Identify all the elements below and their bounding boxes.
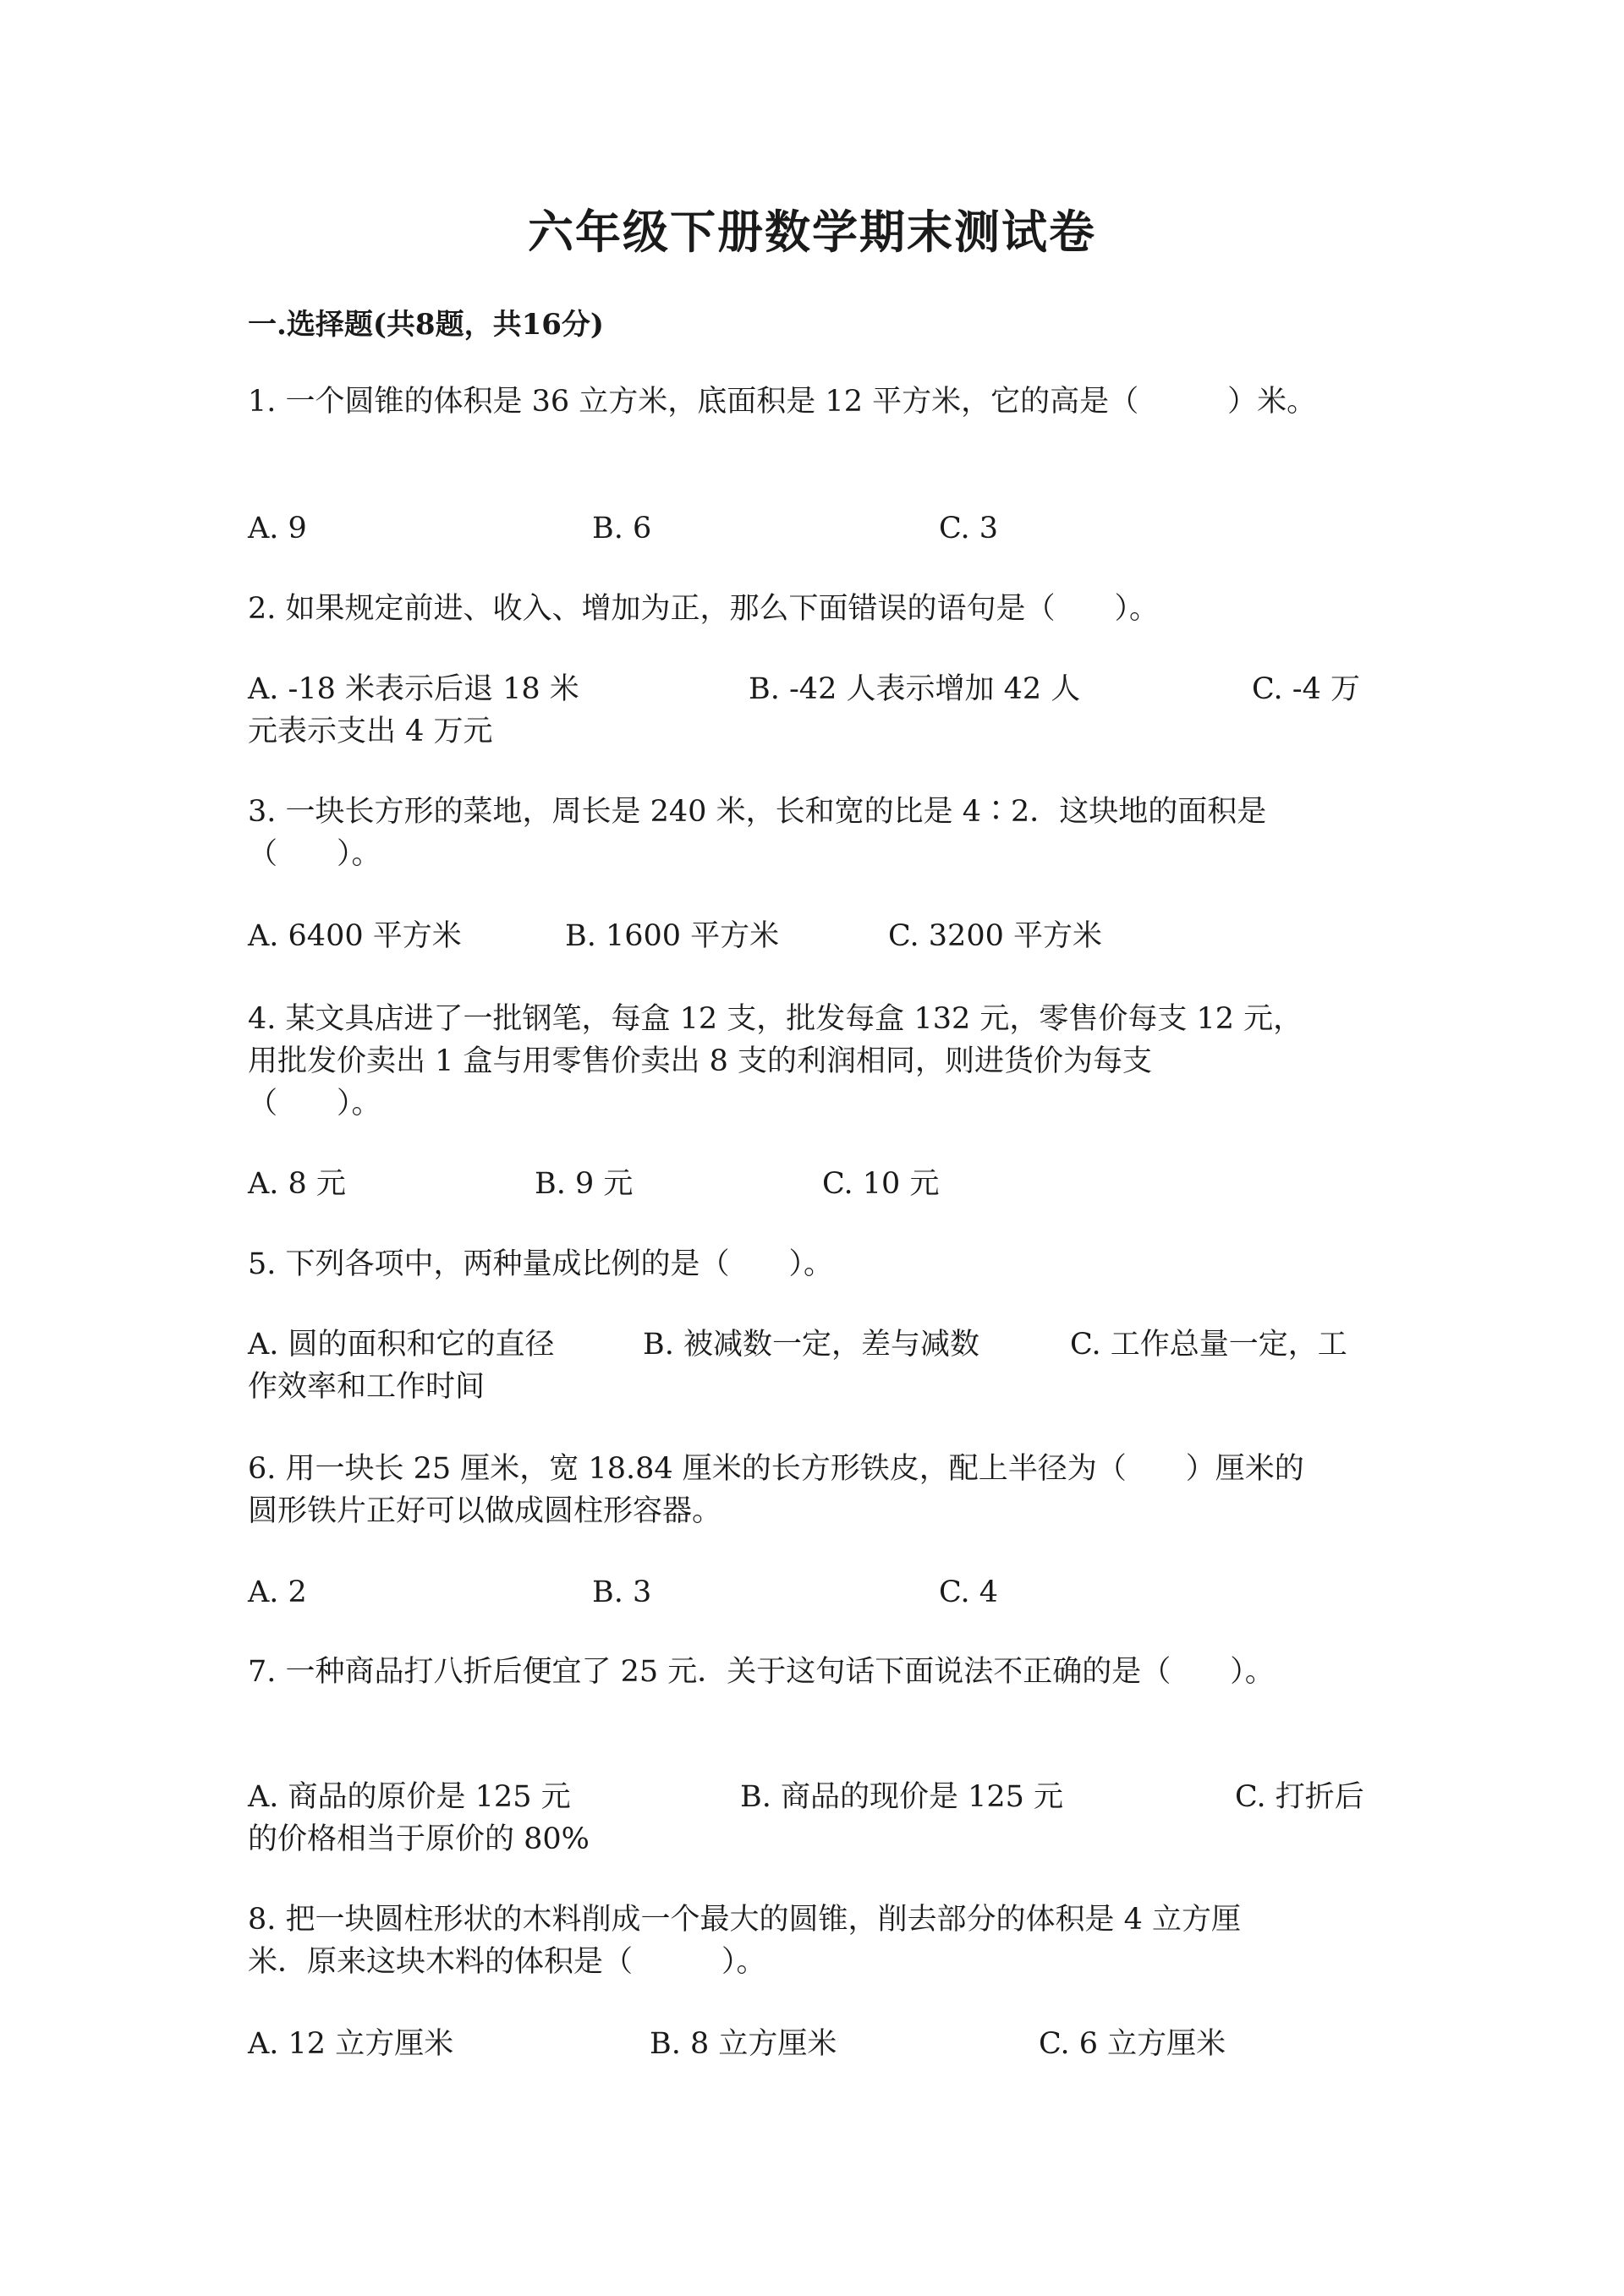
question-2-stem: 2. 如果规定前进、收入、增加为正，那么下面错误的语句是（ ）。 bbox=[248, 592, 1160, 626]
question-2-option-a: A. -18 米表示后退 18 米 bbox=[248, 672, 579, 706]
question-8-option-c: C. 6 立方厘米 bbox=[1039, 2027, 1226, 2061]
question-7-option-b: B. 商品的现价是 125 元 bbox=[740, 1780, 1064, 1814]
question-8-stem-line-1: 8. 把一块圆柱形状的木料削成一个最大的圆锥，削去部分的体积是 4 立方厘 bbox=[248, 1903, 1242, 1937]
question-4-option-c: C. 10 元 bbox=[822, 1167, 940, 1201]
question-7-stem: 7. 一种商品打八折后便宜了 25 元．关于这句话下面说法不正确的是（ ）。 bbox=[248, 1655, 1275, 1689]
question-4-stem-line-1: 4. 某文具店进了一批钢笔，每盒 12 支，批发每盒 132 元，零售价每支 12 元， bbox=[248, 1002, 1303, 1036]
question-8-option-a: A. 12 立方厘米 bbox=[248, 2027, 454, 2061]
question-6-option-b: B. 3 bbox=[592, 1575, 652, 1609]
question-1-option-c: C. 3 bbox=[939, 512, 999, 545]
question-7-option-c: C. 打折后 bbox=[1235, 1780, 1364, 1814]
question-5-option-b: B. 被减数一定，差与减数 bbox=[643, 1328, 979, 1362]
question-6-stem-line-1: 6. 用一块长 25 厘米，宽 18.84 厘米的长方形铁皮，配上半径为（ ）厘米的 bbox=[248, 1452, 1304, 1486]
question-3-stem-line-2: （ ）。 bbox=[248, 837, 381, 871]
question-3-stem-line-1: 3. 一块长方形的菜地，周长是 240 米，长和宽的比是 4∶2．这块地的面积是 bbox=[248, 795, 1267, 829]
question-2-option-c: C. -4 万 bbox=[1252, 672, 1361, 706]
question-4-option-a: A. 8 元 bbox=[248, 1167, 346, 1201]
section-heading: 一.选择题(共8题，共16分) bbox=[248, 308, 604, 342]
question-3-option-a: A. 6400 平方米 bbox=[248, 919, 462, 953]
question-1-option-b: B. 6 bbox=[592, 512, 652, 545]
question-7-option-a: A. 商品的原价是 125 元 bbox=[248, 1780, 571, 1814]
question-7-option-c-continued: 的价格相当于原价的 80% bbox=[248, 1822, 590, 1856]
question-3-option-b: B. 1600 平方米 bbox=[565, 919, 780, 953]
page-title: 六年级下册数学期末测试卷 bbox=[528, 205, 1096, 259]
question-5-stem: 5. 下列各项中，两种量成比例的是（ ）。 bbox=[248, 1247, 834, 1281]
question-5-option-a: A. 圆的面积和它的直径 bbox=[248, 1328, 555, 1362]
question-2-option-c-continued: 元表示支出 4 万元 bbox=[248, 715, 493, 748]
question-5-option-c-continued: 作效率和工作时间 bbox=[248, 1370, 486, 1404]
question-3-option-c: C. 3200 平方米 bbox=[888, 919, 1102, 953]
question-8-stem-line-2: 米．原来这块木料的体积是（ ）。 bbox=[248, 1945, 766, 1979]
question-4-option-b: B. 9 元 bbox=[535, 1167, 634, 1201]
question-2-option-b: B. -42 人表示增加 42 人 bbox=[749, 672, 1081, 706]
question-4-stem-line-2: 用批发价卖出 1 盒与用零售价卖出 8 支的利润相同，则进货价为每支 bbox=[248, 1044, 1153, 1078]
question-8-option-b: B. 8 立方厘米 bbox=[650, 2027, 837, 2061]
question-1-stem: 1. 一个圆锥的体积是 36 立方米，底面积是 12 平方米，它的高是（ ）米。 bbox=[248, 385, 1317, 419]
question-4-stem-line-3: （ ）。 bbox=[248, 1087, 381, 1121]
question-6-option-a: A. 2 bbox=[248, 1575, 307, 1609]
question-1-option-a: A. 9 bbox=[248, 512, 307, 545]
question-6-stem-line-2: 圆形铁片正好可以做成圆柱形容器。 bbox=[248, 1494, 722, 1528]
question-5-option-c: C. 工作总量一定，工 bbox=[1070, 1328, 1347, 1362]
question-6-option-c: C. 4 bbox=[939, 1575, 999, 1609]
